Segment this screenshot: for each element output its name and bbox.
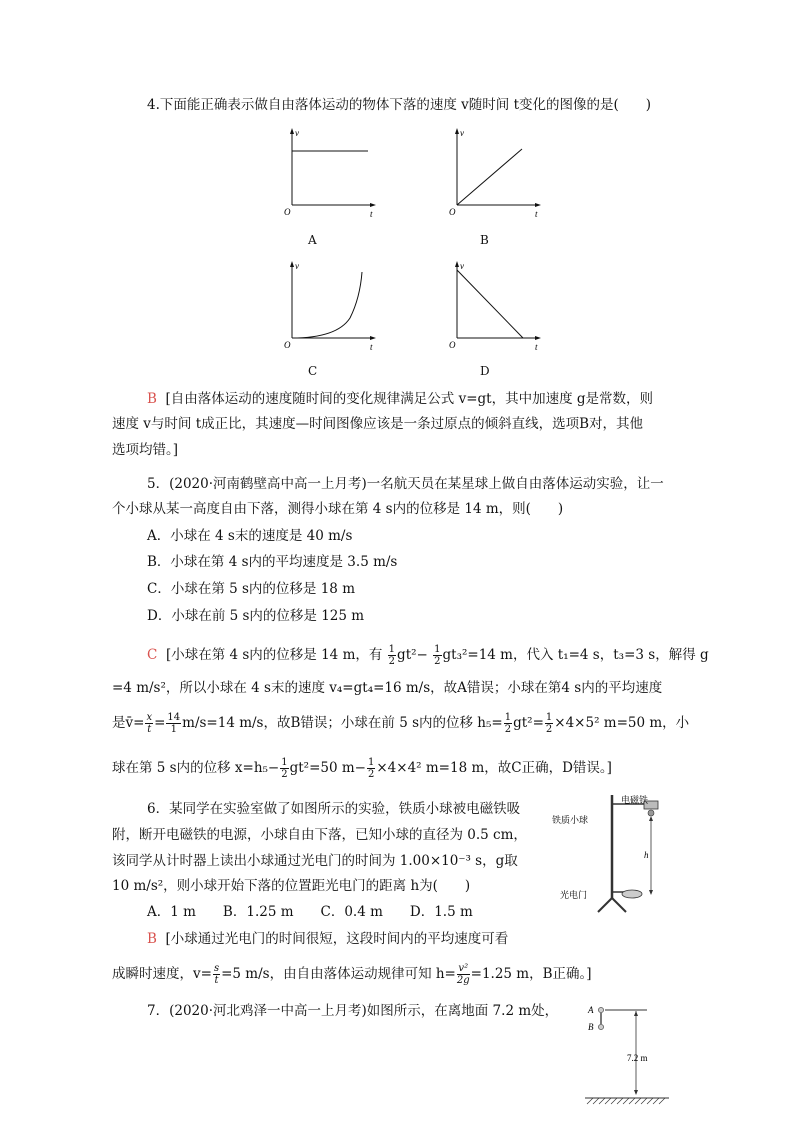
graph-b-label: B <box>480 233 489 247</box>
graph-a-label: A <box>308 233 317 247</box>
q6-stem-1: 6．某同学在实验室做了如图所示的实验，铁质小球被电磁铁吸 <box>147 801 521 817</box>
graph-c-o: O <box>284 340 291 350</box>
q5-frac-half-4: $\frac{1}{2}$ <box>545 712 553 735</box>
q6-apparatus-figure <box>540 790 680 920</box>
q6-fig-gate-label: 光电门 <box>560 890 588 900</box>
q5-frac-half-3: $\frac{1}{2}$ <box>504 712 512 735</box>
q6-stem-2: 附，断开电磁铁的电源，小球自由下落，已知小球的直径为 0.5 cm， <box>112 827 527 843</box>
graph-b-o: O <box>449 207 456 217</box>
graph-d-v: v <box>460 261 464 271</box>
q5-expl-3c: m/s=14 m/s，故B错误；小球在前 5 s内的位移 h₅= <box>182 715 503 731</box>
q5-expl-1 <box>147 644 709 667</box>
graph-b <box>447 125 547 220</box>
q7-figure <box>585 998 675 1110</box>
q5-frac-half-2: $\frac{1}{2}$ <box>434 644 441 667</box>
q5-option-a: A．小球在 4 s末的速度是 40 m/s <box>147 528 353 544</box>
q5-expl-4b: gt²=50 m− <box>289 760 366 776</box>
q6-expl-2 <box>112 963 592 986</box>
q6-frac-v2g: $\frac{\text{v²}}{2g}$ <box>456 963 470 986</box>
q5-frac-xt: $\frac{x}{t}$ <box>146 712 153 735</box>
q5-expl-1c: gt₃²=14 m，代入 t₁=4 s，t₃=3 s，解得 g <box>442 647 709 663</box>
q4-answer: B <box>147 391 157 407</box>
q6-expl-2a: 成瞬时速度，v= <box>112 966 212 982</box>
q6-fig-h-label: h <box>644 850 649 860</box>
q5-expl-3b: = <box>154 715 166 731</box>
q4-stem: 4.下面能正确表示做自由落体运动的物体下落的速度 v随时间 t变化的图像的是( ) <box>147 97 652 113</box>
graph-a-o: O <box>284 207 291 217</box>
q5-expl-3e: ×4×5² m=50 m，小 <box>554 715 690 731</box>
q6-expl-1 <box>147 930 508 948</box>
q4-expl-1 <box>147 390 653 408</box>
q5-frac-14: $\frac{14}{1}$ <box>167 712 181 735</box>
q6-expl-2c: =1.25 m，B正确。] <box>470 966 592 982</box>
graph-a-t: t <box>370 209 373 219</box>
q5-expl-4c: ×4×4² m=18 m，故C正确，D错误。] <box>376 760 612 776</box>
q5-stem-1: 5．(2020·河南鹤壁高中高一上月考)一名航天员在某星球上做自由落体运动实验，让一 <box>147 476 664 492</box>
q6-answer: B <box>147 931 157 947</box>
q7-stem: 7．(2020·河北鸡泽一中高一上月考)如图所示，在离地面 7.2 m处， <box>147 1003 559 1019</box>
q6-fig-magnet-label: 电磁铁 <box>621 795 649 805</box>
q6-expl-2b: =5 m/s，由自由落体运动规律可知 h= <box>221 966 456 982</box>
q7-fig-b-label: B <box>588 1022 594 1032</box>
q6-frac-st: $\frac{s}{t}$ <box>213 963 220 986</box>
graph-c-v: v <box>295 261 299 271</box>
q5-frac-half-1: $\frac{1}{2}$ <box>388 644 396 667</box>
q5-option-d: D．小球在前 5 s内的位移是 125 m <box>147 608 365 624</box>
q6-fig-ball-label: 铁质小球 <box>552 815 589 825</box>
graph-a <box>282 125 382 220</box>
q5-expl-3d: gt²= <box>513 715 544 731</box>
q5-frac-half-5: $\frac{1}{2}$ <box>281 757 288 780</box>
graph-d-t: t <box>535 342 538 352</box>
graph-c-t: t <box>370 342 373 352</box>
q6-options: A．1 m B．1.25 m C．0.4 m D．1.5 m <box>147 904 473 920</box>
q5-option-c: C．小球在第 5 s内的位移是 18 m <box>147 581 355 597</box>
q6-stem-4: 10 m/s²，则小球开始下落的位置距光电门的距离 h为( ) <box>112 878 471 894</box>
q6-expl-1-text: [小球通过光电门的时间很短，这段时间内的平均速度可看 <box>165 931 509 947</box>
q4-expl-3: 选项均错。] <box>112 442 179 458</box>
graph-b-t: t <box>535 209 538 219</box>
q7-fig-height-label: 7.2 m <box>627 1053 648 1063</box>
q5-frac-half-6: $\frac{1}{2}$ <box>367 757 375 780</box>
graph-d <box>447 258 547 353</box>
graph-b-v: v <box>460 128 464 138</box>
graph-c-label: C <box>308 364 318 378</box>
graph-d-o: O <box>449 340 456 350</box>
q5-expl-3a: 是v̄= <box>112 715 145 731</box>
q4-expl-1-text: [自由落体运动的速度随时间的变化规律满足公式 v=gt，其中加速度 g是常数，则 <box>165 391 654 407</box>
q5-expl-2: =4 m/s²，所以小球在 4 s末的速度 v₄=gt₄=16 m/s，故A错误；小球在第4 s内的平均速度 <box>112 680 663 696</box>
q5-expl-3 <box>112 712 689 735</box>
q5-answer: C <box>147 647 158 663</box>
q7-fig-a-label: A <box>588 1005 594 1015</box>
graph-c <box>282 258 382 353</box>
graph-d-label: D <box>480 364 490 378</box>
q5-expl-4a: 球在第 5 s内的位移 x=h₅− <box>112 760 280 776</box>
q4-expl-2: 速度 v与时间 t成正比，其速度—时间图像应该是一条过原点的倾斜直线，选项B对，其他 <box>112 416 644 432</box>
q5-option-b: B．小球在第 4 s内的平均速度是 3.5 m/s <box>147 554 398 570</box>
graph-a-v: v <box>295 128 299 138</box>
q5-stem-2: 个小球从某一高度自由下落，测得小球在第 4 s内的位移是 14 m，则( ) <box>112 501 564 517</box>
q6-stem-3: 该同学从计时器上读出小球通过光电门的时间为 1.00×10⁻³ s，g取 <box>112 853 518 869</box>
q5-expl-4 <box>112 757 612 780</box>
q5-expl-1a: [小球在第 4 s内的位移是 14 m，有 <box>165 647 383 663</box>
q5-expl-1b: gt²− <box>397 647 428 663</box>
